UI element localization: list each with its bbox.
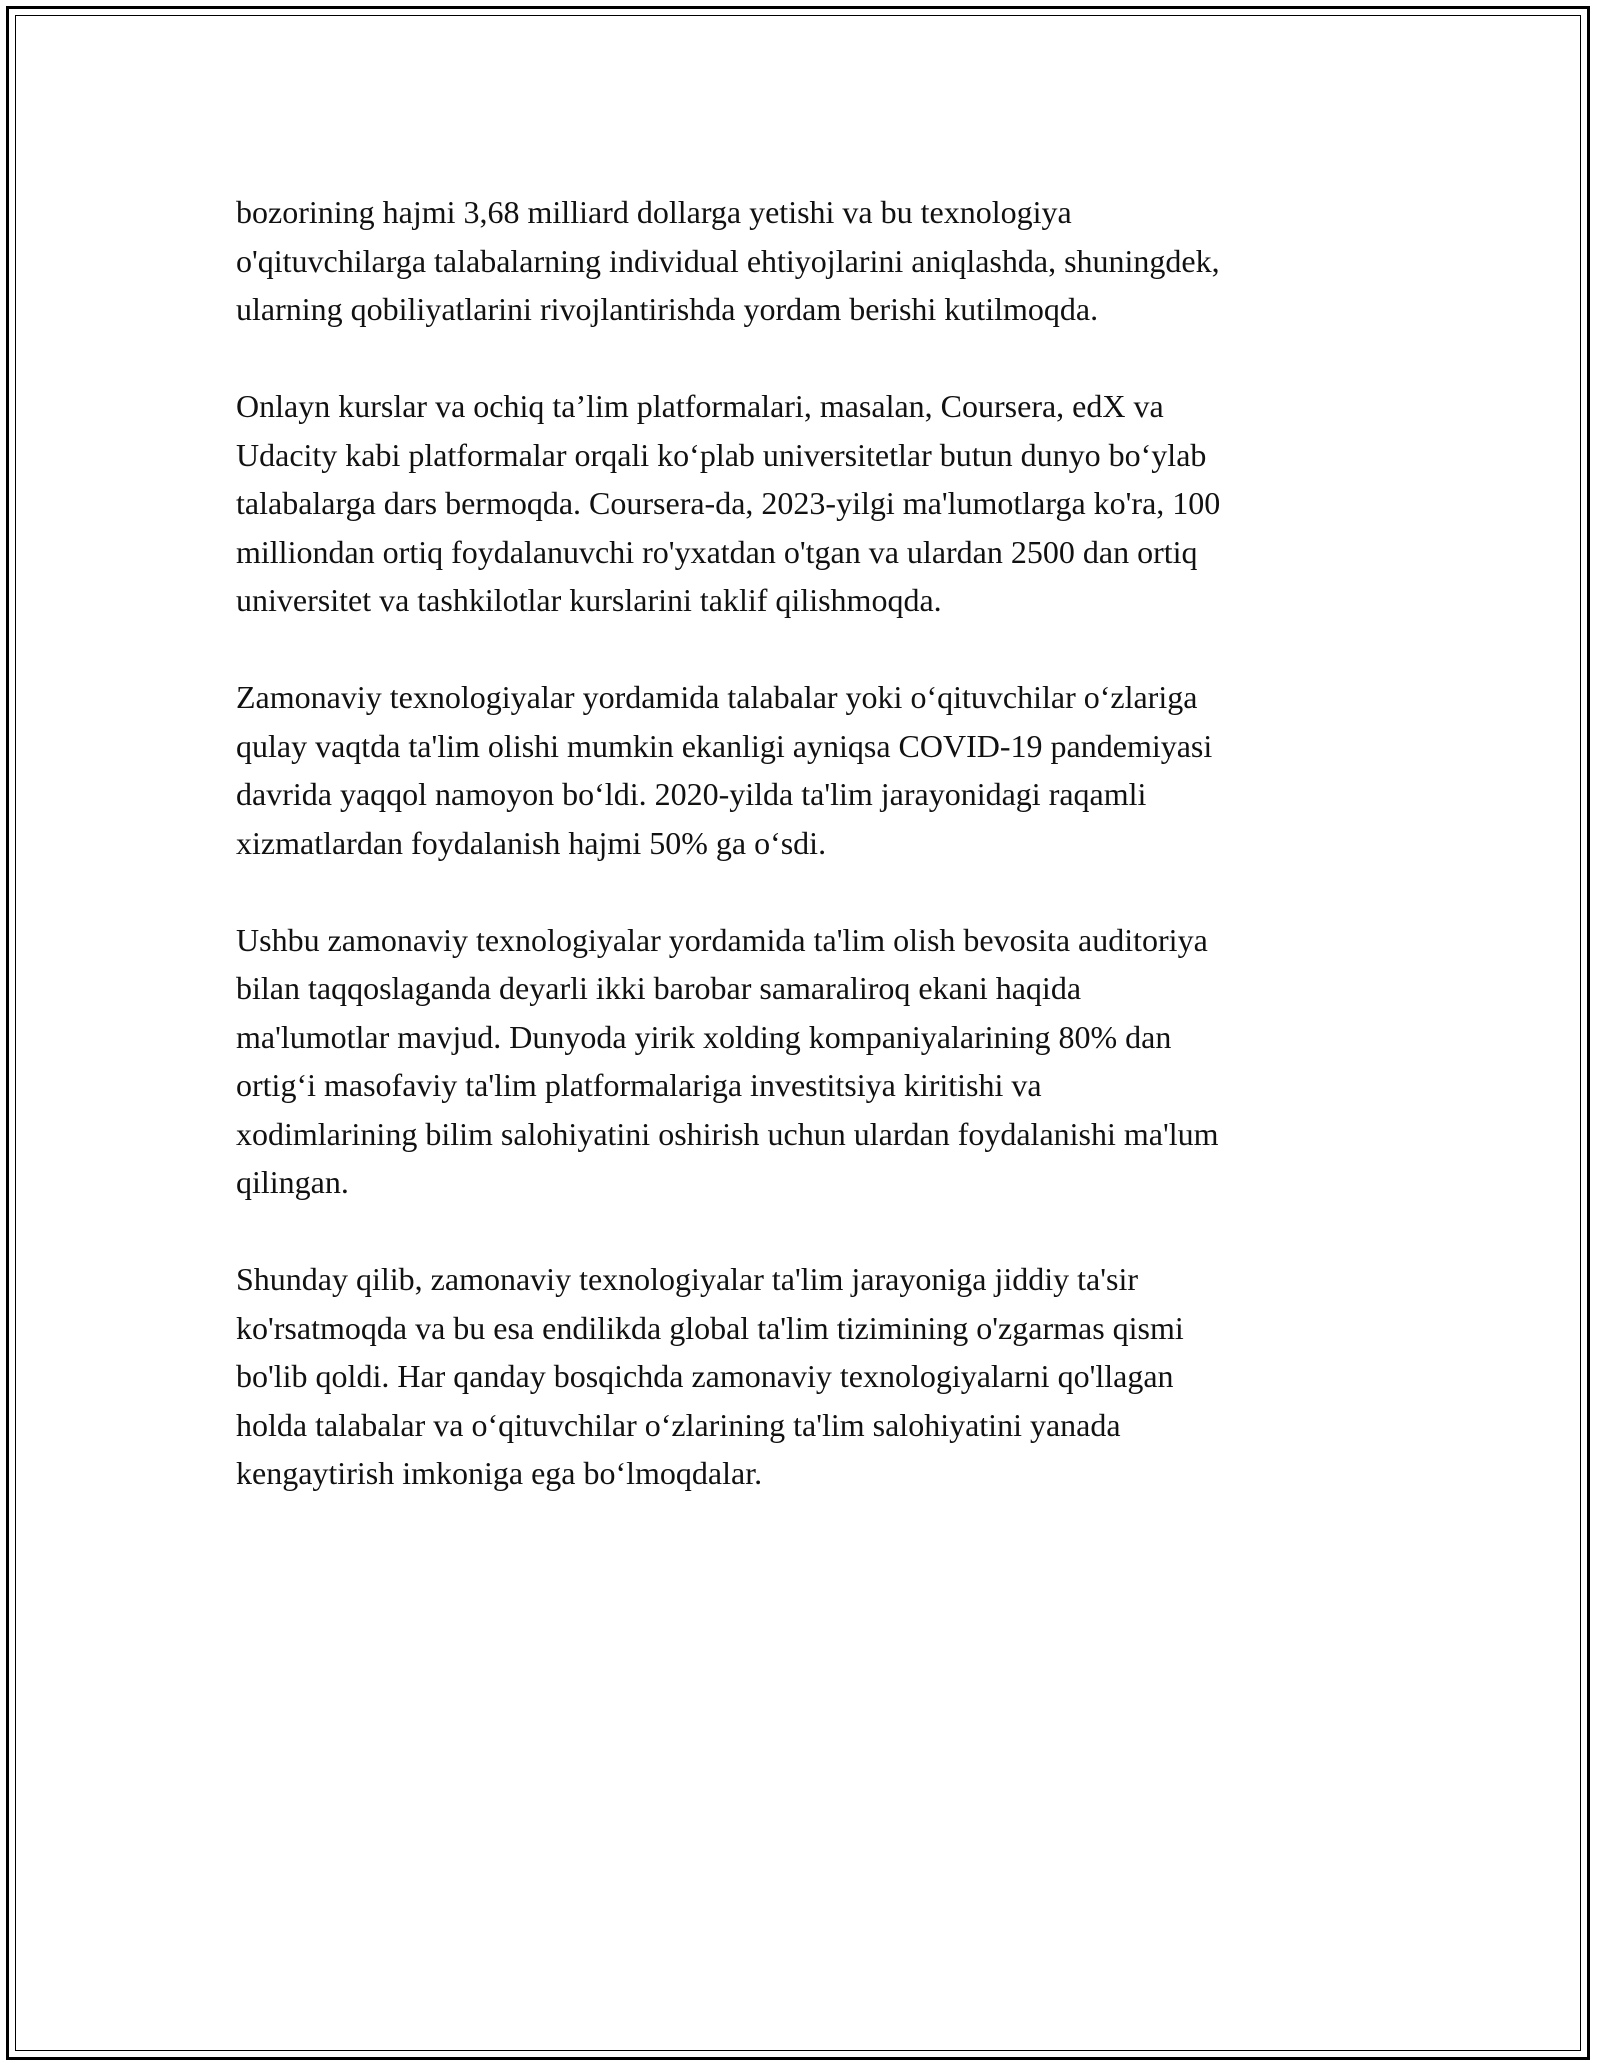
paragraph-market-size: bozorining hajmi 3,68 milliard dollarga yetishi va bu texnologiya o'qituvchilarga talabalarning individual ehtiyojlarini aniqlashda, shuningdek, ularning qobiliyatlarini rivojlantirishda yordam berishi kutilmoqda. — [236, 194, 1220, 327]
paragraph-covid-learning: Zamonaviy texnologiyalar yordamida talabalar yoki o‘qituvchilar o‘zlariga qulay vaqtda ta'lim olishi mumkin ekanligi ayniqsa COVID-19 pandemiyasi davrida yaqqol namoyon bo‘ldi. 2020-yilda ta'lim jarayonidagi raqamli xizmatlardan foydalanish hajmi 50% ga o‘sdi. — [236, 679, 1213, 861]
paragraph-efficiency: Ushbu zamonaviy texnologiyalar yordamida ta'lim olish bevosita auditoriya bilan taqqoslaganda deyarli ikki barobar samaraliroq ekani haqida ma'lumotlar mavjud. Dunyoda yirik xolding kompaniyalarining 80% dan ortig‘i masofaviy ta'lim platformalariga investitsiya kiritishi va xodimlarining bilim salohiyatini oshirish uchun ulardan foydalanishi ma'lum qilingan. — [236, 921, 1219, 1200]
paragraph-online-courses: Onlayn kurslar va ochiq ta’lim platformalari, masalan, Coursera, edX va Udacity kabi platformalar orqali ko‘plab universitetlar butun dunyo bo‘ylab talabalarga dars bermoqda. Coursera-da, 2023-yilgi ma'lumotlarga ko'ra, 100 milliondan ortiq foydalanuvchi ro'yxatdan o'tgan va ulardan 2500 dan ortiq universitet va tashkilotlar kurslarini taklif qilishmoqda. — [236, 388, 1221, 618]
document-body — [236, 188, 1376, 1546]
paragraph-conclusion: Shunday qilib, zamonaviy texnologiyalar ta'lim jarayoniga jiddiy ta'sir ko'rsatmoqda va bu esa endilikda global ta'lim tizimining o'zgarmas qismi bo'lib qoldi. Har qanday bosqichda zamonaviy texnologiyalarni qo'llagan holda talabalar va o‘qituvchilar o‘zlarining ta'lim salohiyatini yanada kengaytirish imkoniga ega bo‘lmoqdalar. — [236, 1261, 1184, 1491]
